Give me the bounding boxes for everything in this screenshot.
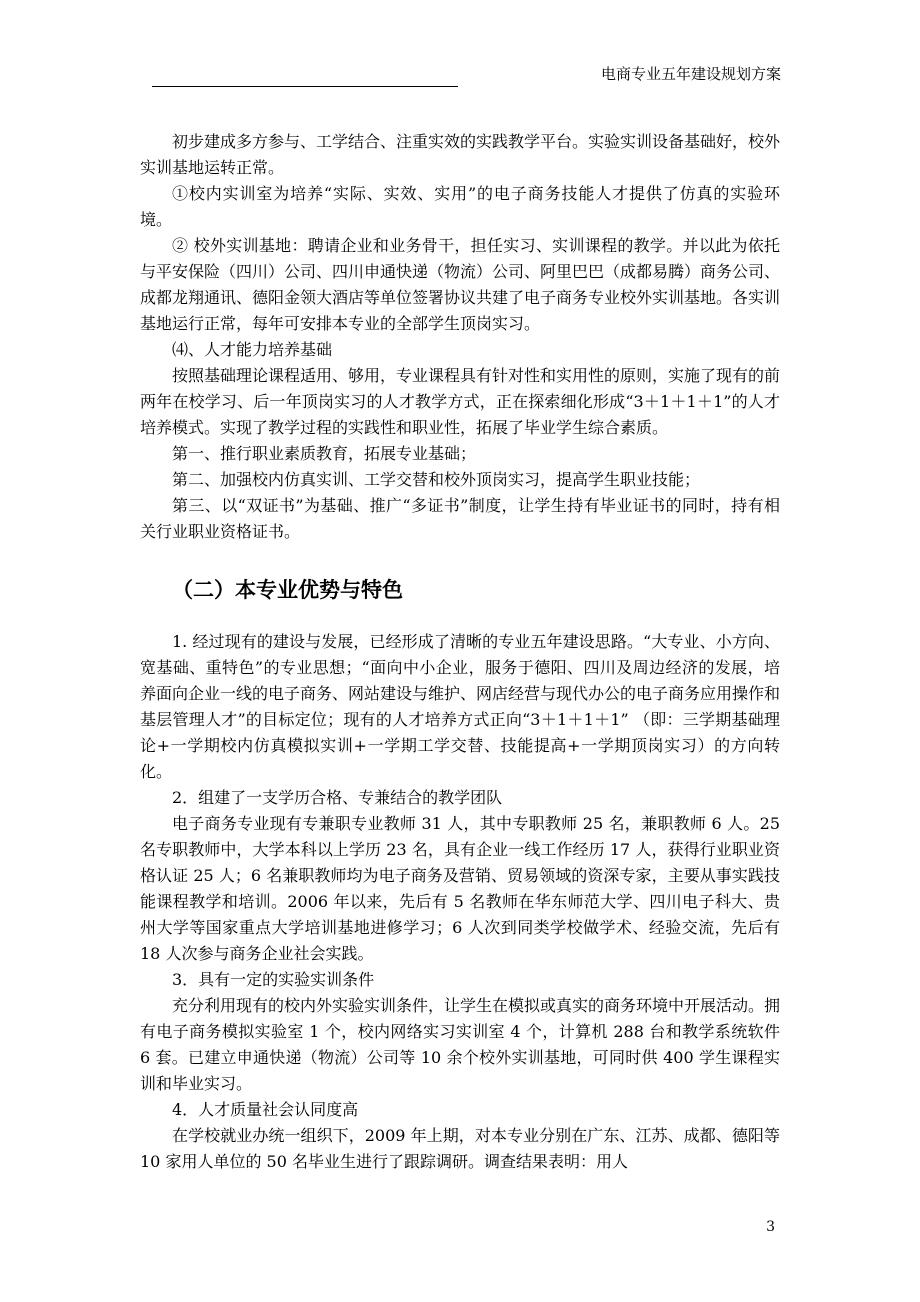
list-item: 第一、推行职业素质教育，拓展专业基础； — [172, 444, 477, 463]
subheading: 2．组建了一支学历合格、专兼结合的教学团队 — [172, 788, 503, 807]
subheading: ⑷、人才能力培养基础 — [172, 340, 333, 359]
subheading: 4．人才质量社会认同度高 — [172, 1100, 359, 1119]
subheading: 3．具有一定的实验实训条件 — [172, 970, 375, 989]
header-rule — [152, 86, 458, 87]
section-heading: （二）本专业优势与特色 — [172, 578, 403, 602]
list-item: 第二、加强校内仿真实训、工学交替和校外顶岗实习，提高学生职业技能； — [172, 470, 701, 489]
header-title: 电商专业五年建设规划方案 — [600, 65, 781, 83]
paragraph: 初步建成多方参与、工学结合、注重实效的实践教学平台。实验实训设备基础好，校外实训基地运转正常。 — [140, 132, 781, 177]
paragraph: 在学校就业办统一组织下，2009 年上期，对本专业分别在广东、江苏、成都、德阳等 10 家用人单位的 50 名毕业生进行了跟踪调研。调查结果表明：用人 — [140, 1126, 780, 1171]
paragraph: 1. 经过现有的建设与发展，已经形成了清晰的专业五年建设思路。“大专业、小方向、宽基础、重特色”的专业思想；“面向中小企业，服务于德阳、四川及周边经济的发展，培养面向企业一线的电子商务、网站建设与维护、网店经营与现代办公的电子商务应用操作和基层管理人才”的目标定位；现有的人才培养方式正向“3＋1＋1＋1” （即：三学期基础理论+一学期校内仿真模拟实训+一学期工学交替、技能提高+一学期顶岗实习）的方向转化。 — [140, 632, 781, 781]
paragraph: 电子商务专业现有专兼职专业教师 31 人，其中专职教师 25 名，兼职教师 6 人。25 名专职教师中，大学本科以上学历 23 名，具有企业一线工作经历 17 人，获得行业职业资格认证 25 人；6 名兼职教师均为电子商务及营销、贸易领域的资深专家，主要从事实践技能课程教学和培训。2006 年以来，先后有 5 名教师在华东师范大学、四川电子科大、贵州大学等国家重点大学培训基地进修学习；6 人次到同类学校做学术、经验交流，先后有 18 人次参与商务企业社会实践。 — [140, 814, 780, 963]
list-item: 第三、以“双证书”为基础、推广“多证书”制度，让学生持有毕业证书的同时，持有相关行业职业资格证书。 — [140, 496, 780, 541]
paragraph: ② 校外实训基地：聘请企业和业务骨干，担任实习、实训课程的教学。并以此为依托与平安保险（四川）公司、四川申通快递（物流）公司、阿里巴巴（成都易腾）商务公司、成都龙翔通讯、德阳金领大酒店等单位签署协议共建了电子商务专业校外实训基地。各实训基地运行正常，每年可安排本专业的全部学生顶岗实习。 — [140, 236, 781, 333]
paragraph: 按照基础理论课程适用、够用，专业课程具有针对性和实用性的原则，实施了现有的前两年在校学习、后一年顶岗实习的人才教学方式，正在探索细化形成“3＋1＋1＋1”的人才培养模式。实现了教学过程的实践性和职业性，拓展了毕业学生综合素质。 — [140, 366, 781, 437]
page-number: 3 — [766, 1219, 775, 1235]
paragraph: 充分利用现有的校内外实验实训条件，让学生在模拟或真实的商务环境中开展活动。拥有电子商务模拟实验室 1 个，校内网络实习实训室 4 个，计算机 288 台和教学系统软件 6 套。已建立申通快递（物流）公司等 10 余个校外实训基地，可同时供 400 学生课程实训和毕业实习。 — [140, 996, 781, 1093]
document-body — [140, 129, 780, 1175]
paragraph: ①校内实训室为培养“实际、实效、实用”的电子商务技能人才提供了仿真的实验环境。 — [140, 184, 780, 229]
